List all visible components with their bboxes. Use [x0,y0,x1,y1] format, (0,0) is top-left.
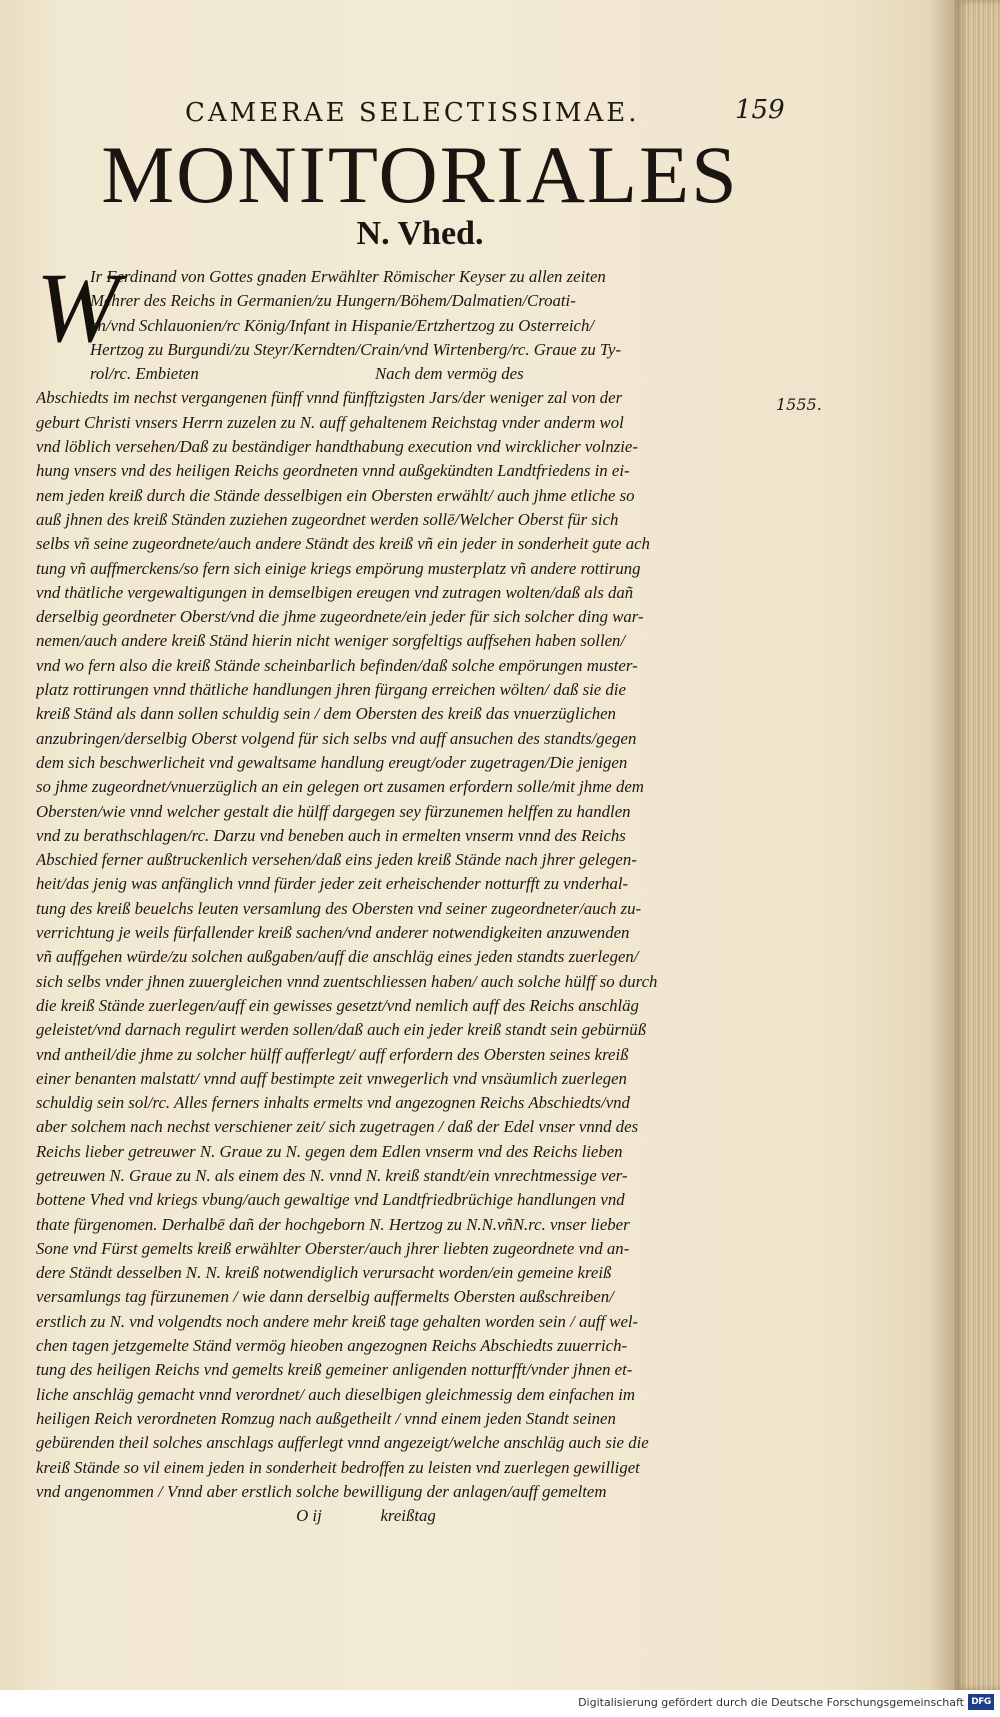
text-line: anzubringen/derselbig Oberst volgend für sich selbs vnd auff ansuchen des standts/gegen [36,728,637,748]
text-line: sich selbs vnder jhnen zuuergleichen vnnd zuentschliessen haben/ auch solche hülff so durch [36,971,658,991]
text-line: Reichs lieber getreuwer N. Graue zu N. gegen dem Edlen vnserm vnd des Reichs lieben [36,1141,623,1161]
text-line: nemen/auch andere kreiß Ständ hierin nicht weniger sorgfeltigs auffsehen haben sollen/ [36,631,626,651]
folio-number: 159 [735,95,785,125]
text-line: tung des kreiß beuelchs leuten versamlung des Obersten vnd seiner zugeordneter/auch zu- [36,898,642,918]
text-line: heiligen Reich verordneten Romzug nach außgetheilt / vnnd einem jeden Standt seinen [36,1408,616,1428]
text-line: so jhme zugeordnet/vnuerzüglich an ein gelegen ort zusamen erfordern solle/mit jhme dem [36,777,644,797]
text-line: getreuwen N. Graue zu N. als einem des N. vnnd N. kreiß standt/ein vnrechtmessige ver- [36,1165,628,1185]
running-head: CAMERAE SELECTISSIMAE. [185,98,640,128]
text-line: dere Ständt desselben N. N. kreiß notwendiglich verursacht worden/ein gemeine kreiß [36,1263,612,1283]
text-line: vnd wo fern also die kreiß Stände scheinbarlich befinden/daß solche empörungen muster- [36,655,638,675]
text-line: einer benanten malstatt/ vnnd auff bestimpte zeit vnwegerlich vnd vnsäumlich zuerlegen [36,1068,627,1088]
text-line: vñ auffgehen würde/zu solchen außgaben/auff die anschläg eines jeden standts zuerlegen/ [36,947,639,967]
text-line: geleistet/vnd darnach regulirt werden sollen/daß auch ein jeder kreiß standt sein gebürnüß [36,1020,647,1040]
text-line: dem sich beschwerlicheit vnd gewaltsame handlung ereugt/oder zugetragen/Die jenigen [36,752,628,772]
text-line: platz rottirungen vnnd thätliche handlungen jhren fürgang erreichen wölten/ daß sie die [36,680,626,700]
text-line: chen tagen jetzgemelte Ständ vermög hieoben angezognen Reichs Abschiedts zuuerrich- [36,1336,628,1356]
text-line: hung vnsers vnd des heiligen Reichs geordneten vnnd außgekündten Landtfriedens in ei- [36,461,630,481]
text-line: derselbig geordneter Oberst/vnd die jhme zugeordnete/ein jeder für sich solcher ding war- [36,607,644,627]
text-line: Hertzog zu Burgundi/zu Steyr/Kerndten/Crain/vnd Wirtenberg/rc. Graue zu Ty- [90,339,622,359]
text-line: vnd löblich versehen/Daß zu beständiger handthabung execution vnd wircklicher volnzie- [36,437,638,457]
text-line: tung vñ auffmerckens/so fern sich einige kriegs empörung musterplatz vñ andere rottirung [36,558,641,578]
text-line: tung des heiligen Reichs vnd gemelts kreiß gemeiner anligenden notturfft/vnder jhnen et- [36,1360,633,1380]
text-line: Obersten/wie vnnd welcher gestalt die hülff dargegen sey fürzunemen helffen zu handlen [36,801,631,821]
text-line: auß jhnen des kreiß Ständen zuziehen zugeordnet werden sollē/Welcher Oberst für sich [36,509,619,529]
text-line: schuldig sein sol/rc. Alles ferners inhalts ermelts vnd angezognen Reichs Abschiedts/vnd [36,1093,630,1113]
text-line: aber solchem nach nechst verschiener zeit/ sich zugetragen / daß der Edel vnser vnnd des [36,1117,639,1137]
text-line: bottene Vhed vnd kriegs vbung/auch gewaltige vnd Landtfriedbrüchige handlungen vnd [36,1190,625,1210]
text-line: vnd angenommen / Vnnd aber erstlich solche bewilligung der anlagen/auff gemeltem [36,1481,607,1501]
text-line: gebürenden theil solches anschlags aufferlegt vnnd angezeigt/welche anschläg auch sie die [36,1433,649,1453]
text-line: verrichtung je weils fürfallender kreiß sachen/vnd anderer notwendigkeiten anzuwenden [36,923,630,943]
text-line: vnd antheil/die jhme zu solcher hülff aufferlegt/ auff erfordern des Obersten seines kreiß [36,1044,629,1064]
body-text [36,265,778,1528]
text-line: erstlich zu N. vnd volgendts noch andere mehr kreiß tage gehalten worden sein / auff wel- [36,1311,639,1331]
text-line: selbs vñ seine zugeordnete/auch andere Ständt des kreiß vñ ein jeder in sonderheit gute ach [36,534,650,554]
page-edges [955,0,1000,1690]
text-line: Ir Ferdinand von Gottes gnaden Erwählter Römischer Keyser zu allen zeiten [90,267,606,286]
text-line: vnd thätliche vergewaltigungen in demselbigen ereugen vnd zutragen wolten/daß als dañ [36,582,634,602]
text-line: O ij kreißtag [36,1506,436,1526]
text-line: nem jeden kreiß durch die Stände desselbigen ein Obersten erwählt/ auch jhme etliche so [36,485,635,505]
dfg-logo-icon: DFG [968,1694,994,1710]
text-line: vnd zu berathschlagen/rc. Darzu vnd beneben auch in ermelten vnserm vnnd des Reichs [36,825,626,845]
text-line: Abschied ferner außtruckenlich versehen/daß eins jeden kreiß Stände nach jhrer gelegen- [36,850,637,870]
text-line: heit/das jenig was anfänglich vnnd fürder jeder zeit erheischender notturfft zu vnderhal- [36,874,629,894]
text-line: rol/rc. Embieten Nach dem vermög des [90,364,524,384]
footer-bar [0,1690,1000,1717]
text-line: versamlungs tag fürzunemen / wie dann derselbig auffermelts Obersten außschreiben/ [36,1287,614,1307]
margin-note: 1555. [776,395,822,414]
decorated-initial: W [36,252,120,363]
text-line: kreiß Ständ als dann sollen schuldig sein / dem Obersten des kreiß das vnuerzüglichen [36,704,616,724]
text-line: Sone vnd Fürst gemelts kreiß erwählter Oberster/auch jhrer liebten zugeordnete vnd an- [36,1238,630,1258]
text-line: Abschiedts im nechst vergangenen fünff vnnd fünfftzigsten Jars/der weniger zal von der [36,388,623,408]
gutter-shadow [930,0,955,1690]
text-line: kreiß Stände so vil einem jeden in sonderheit bedroffen zu leisten vnd zuerlegen gewilliget [36,1457,640,1477]
text-line: geburt Christi vnsers Herrn zuzelen zu N. auff gehaltenem Reichstag vnder anderm wol [36,412,624,432]
page-subtitle: N. Vhed. [356,215,484,252]
text-line: die kreiß Stände zuerlegen/auff ein gewisses gesetzt/vnd nemlich auff des Reichs anschläg [36,995,639,1015]
text-line: Mehrer des Reichs in Germanien/zu Hungern/Böhem/Dalmatien/Croati- [90,291,576,311]
text-line: liche anschläg gemacht vnnd verordnet/ auch dieselbigen gleichmessig dem einfachen im [36,1384,635,1404]
page-title: MONITORIALES [101,129,739,220]
footer-credit: Digitalisierung gefördert durch die Deutsche Forschungsgemeinschaft [578,1696,964,1709]
text-line: en/vnd Schlauonien/rc König/Infant in Hispanie/Ertzhertzog zu Osterreich/ [90,315,595,335]
text-line: thate fürgenomen. Derhalbē dañ der hochgeborn N. Hertzog zu N.N.vñN.rc. vnser lieber [36,1214,630,1234]
